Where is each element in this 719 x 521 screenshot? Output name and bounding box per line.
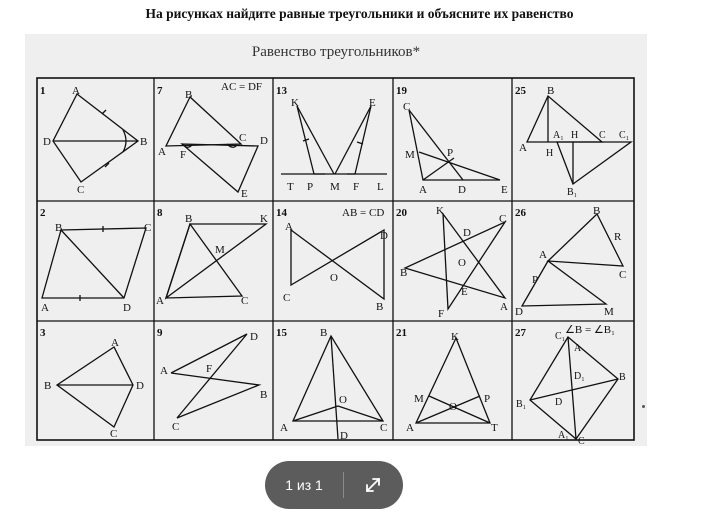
triangles-figure (25, 34, 647, 446)
expand-arrows-icon (349, 461, 397, 509)
svg-text:A: A (539, 249, 547, 261)
svg-text:A: A (156, 295, 164, 307)
figure-image (25, 34, 647, 446)
cell-19 (396, 85, 508, 196)
svg-text:A: A (158, 146, 166, 158)
svg-text:B: B (140, 136, 148, 148)
cell-15 (276, 327, 387, 442)
cell-1-number: 1 (40, 85, 46, 97)
svg-text:O: O (339, 394, 347, 406)
svg-text:19: 19 (396, 85, 407, 97)
svg-text:T: T (491, 422, 498, 434)
svg-text:T: T (287, 181, 294, 193)
svg-text:K: K (451, 331, 459, 343)
svg-text:A: A (519, 142, 527, 154)
svg-text:K: K (291, 97, 299, 109)
svg-text:O: O (458, 257, 466, 269)
svg-text:P: P (532, 274, 539, 286)
svg-text:A: A (280, 422, 288, 434)
svg-text:D: D (123, 302, 131, 314)
svg-text:D: D (555, 397, 563, 408)
svg-text:D: D (250, 331, 258, 343)
svg-text:K: K (260, 213, 268, 225)
svg-text:A: A (285, 221, 293, 233)
page-heading: На рисунках найдите равные треугольники и объясните их равенство (145, 6, 574, 21)
svg-text:B: B (185, 213, 193, 225)
svg-text:C: C (499, 213, 507, 225)
cell-2 (40, 207, 151, 314)
svg-text:C: C (578, 436, 585, 446)
svg-text:A: A (72, 85, 80, 97)
svg-text:F: F (206, 363, 213, 375)
svg-text:B: B (593, 205, 601, 217)
svg-text:9: 9 (157, 327, 163, 339)
svg-text:A: A (406, 422, 414, 434)
cell-20 (396, 205, 508, 320)
svg-text:E: E (241, 188, 248, 200)
sheet-title: Равенство треугольников* (251, 44, 421, 60)
image-pager (265, 461, 403, 509)
svg-text:A: A (160, 365, 168, 377)
svg-text:20: 20 (396, 207, 407, 219)
svg-text:B: B (376, 301, 384, 313)
svg-text:B: B (185, 89, 193, 101)
svg-text:D: D (458, 184, 466, 196)
svg-text:O: O (449, 401, 457, 413)
svg-text:D: D (43, 136, 51, 148)
svg-text:D: D (340, 430, 348, 442)
svg-text:D: D (380, 230, 388, 242)
svg-text:C: C (172, 421, 180, 433)
svg-text:B: B (619, 372, 626, 383)
svg-text:25: 25 (515, 85, 526, 97)
svg-text:B: B (320, 327, 328, 339)
svg-text:E: E (461, 286, 468, 298)
svg-text:C: C (283, 292, 291, 304)
svg-text:D₁: D₁ (574, 371, 585, 382)
svg-text:C: C (241, 295, 249, 307)
svg-text:B: B (260, 389, 268, 401)
svg-text:D: D (136, 380, 144, 392)
svg-text:M: M (604, 306, 614, 318)
svg-text:26: 26 (515, 207, 526, 219)
cell-3 (40, 327, 144, 440)
svg-text:∠B = ∠B₁: ∠B = ∠B₁ (565, 324, 615, 336)
svg-text:21: 21 (396, 327, 407, 339)
cell-21 (396, 327, 498, 434)
cell-1 (40, 85, 147, 196)
pager-divider (343, 472, 344, 498)
svg-text:O: O (330, 272, 338, 284)
cell-13 (276, 85, 387, 193)
svg-text:M: M (414, 393, 424, 405)
svg-text:L: L (377, 181, 384, 193)
svg-text:A: A (574, 343, 582, 354)
svg-text:D: D (515, 306, 523, 318)
cell-27 (515, 324, 626, 446)
svg-text:R: R (614, 231, 622, 243)
cell-7 (157, 81, 268, 200)
svg-text:F: F (180, 149, 187, 161)
svg-text:F: F (353, 181, 360, 193)
svg-text:M: M (330, 181, 340, 193)
svg-text:C: C (110, 428, 118, 440)
svg-text:7: 7 (157, 85, 163, 97)
decorative-dot (642, 405, 645, 408)
svg-text:2: 2 (40, 207, 46, 219)
svg-text:A: A (500, 301, 508, 313)
svg-text:14: 14 (276, 207, 287, 219)
cell-9 (157, 327, 267, 433)
svg-text:A: A (111, 337, 119, 349)
svg-text:K: K (436, 205, 444, 217)
svg-text:C₁: C₁ (619, 130, 630, 141)
svg-text:P: P (484, 393, 491, 405)
svg-text:E: E (501, 184, 508, 196)
svg-text:B: B (55, 222, 63, 234)
svg-text:C: C (239, 132, 247, 144)
svg-text:C₁: C₁ (555, 331, 566, 342)
svg-text:P: P (447, 147, 454, 159)
svg-text:D: D (463, 227, 471, 239)
cell-8 (156, 207, 268, 307)
page-counter: 1 из 1 (285, 477, 323, 493)
svg-text:B₁: B₁ (516, 399, 527, 410)
svg-text:C: C (380, 422, 388, 434)
svg-text:P: P (307, 181, 314, 193)
cell-25 (515, 85, 631, 198)
svg-text:F: F (438, 308, 445, 320)
svg-text:C: C (619, 269, 627, 281)
svg-text:M: M (405, 149, 415, 161)
svg-text:B: B (400, 267, 408, 279)
svg-text:AB = CD: AB = CD (342, 207, 385, 219)
svg-text:13: 13 (276, 85, 287, 97)
svg-text:B: B (44, 380, 52, 392)
svg-text:D: D (260, 135, 268, 147)
cell-26 (515, 205, 626, 318)
svg-text:3: 3 (40, 327, 46, 339)
svg-text:M: M (215, 244, 225, 256)
svg-text:15: 15 (276, 327, 287, 339)
expand-button[interactable] (349, 461, 397, 509)
svg-text:H: H (546, 148, 554, 159)
cell-7-note: AC = DF (221, 81, 263, 93)
svg-text:A: A (41, 302, 49, 314)
svg-text:B: B (547, 85, 555, 97)
svg-text:8: 8 (157, 207, 163, 219)
svg-text:H: H (571, 130, 579, 141)
svg-text:C: C (403, 101, 411, 113)
svg-text:C: C (599, 130, 606, 141)
svg-text:A₁: A₁ (558, 430, 569, 441)
svg-text:C: C (144, 222, 152, 234)
svg-text:27: 27 (515, 327, 526, 339)
svg-text:B₁: B₁ (567, 187, 578, 198)
svg-text:A₁: A₁ (553, 130, 564, 141)
svg-text:C: C (77, 184, 85, 196)
svg-text:E: E (369, 97, 376, 109)
svg-text:A: A (419, 184, 427, 196)
cell-14 (276, 207, 388, 313)
